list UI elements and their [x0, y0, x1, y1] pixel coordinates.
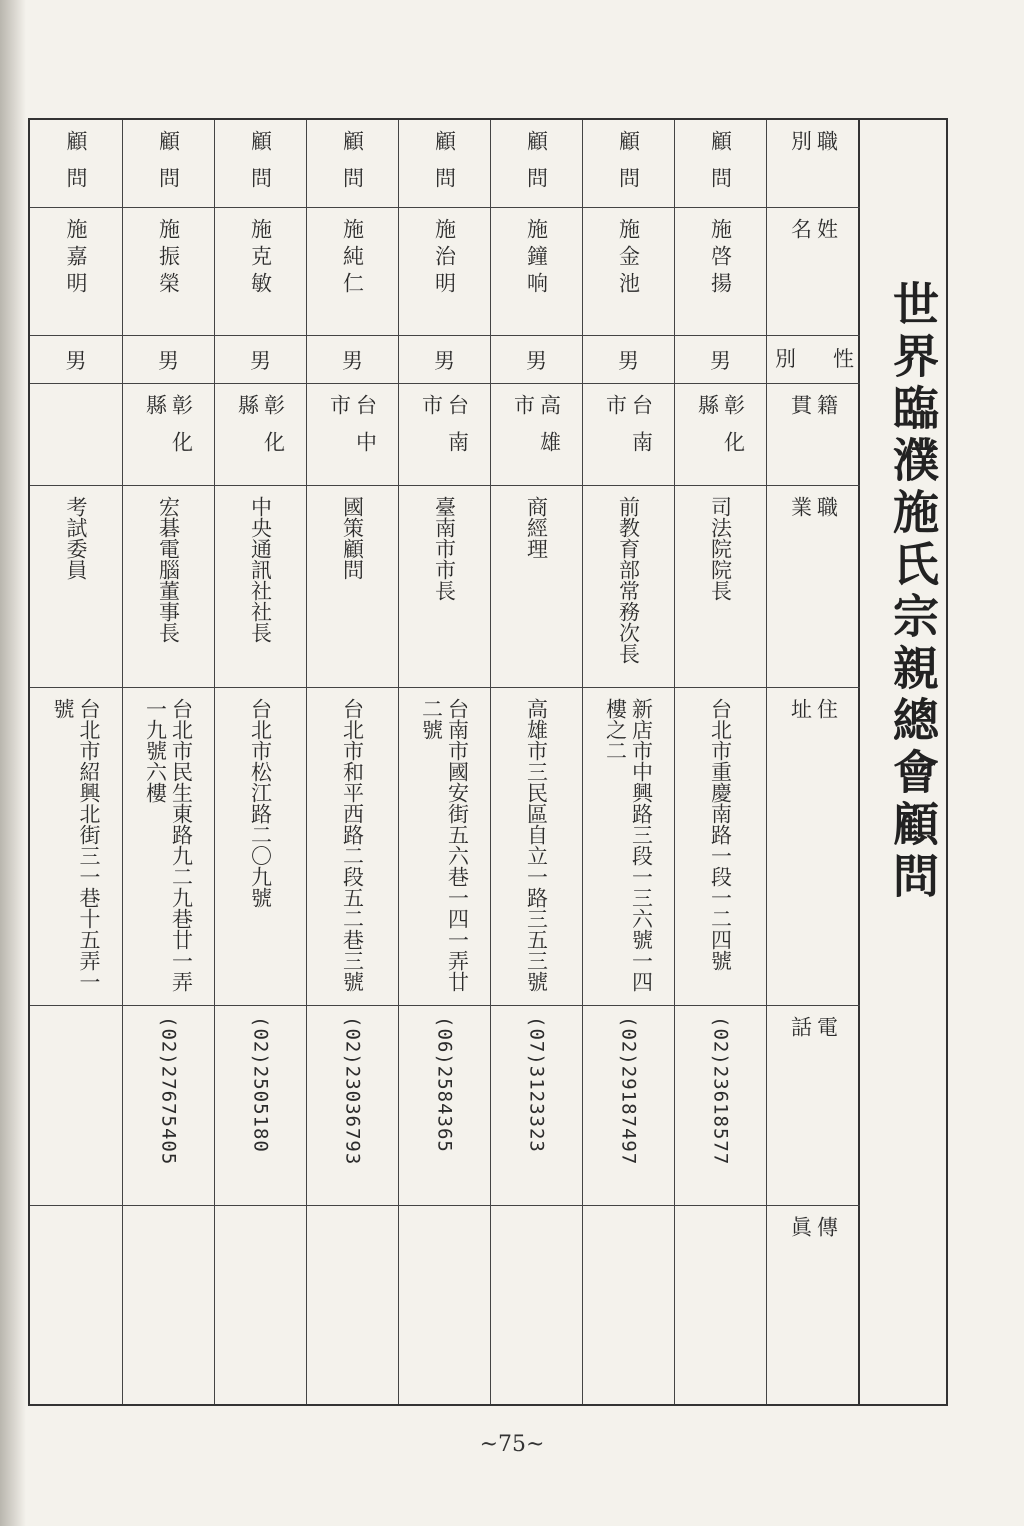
header-name-label: 姓名 [788, 218, 839, 289]
cell-native-place [583, 384, 674, 486]
gender-text: 男 [434, 349, 455, 373]
header-gender-label-2: 性 [833, 347, 854, 371]
gender-text: 男 [65, 349, 87, 373]
position-text: 顧問 [156, 130, 181, 204]
occupation-text: 前教育部常務次長 [616, 496, 641, 664]
position-text: 顧問 [64, 130, 88, 204]
cell-occupation [491, 486, 582, 688]
header-occupation-label: 職業 [788, 496, 839, 657]
address-text: 高雄市三民區自立一路三五三號 [524, 698, 549, 992]
header-position-label: 職別 [788, 130, 839, 171]
name-text: 施鐘响 [524, 218, 549, 299]
cell-position [583, 120, 674, 208]
cell-address [307, 688, 398, 1006]
header-phone-label: 電話 [788, 1016, 839, 1179]
header-address [767, 688, 860, 1006]
cell-occupation [675, 486, 766, 688]
phone-text: (06)2584365 [433, 1016, 456, 1153]
cell-position [491, 120, 582, 208]
table-row [30, 120, 122, 1404]
occupation-text: 宏碁電腦董事長 [156, 496, 181, 643]
cell-native-place [491, 384, 582, 486]
phone-text: (02)2505180 [249, 1016, 272, 1153]
cell-occupation [123, 486, 214, 688]
header-native-place-label: 籍貫 [788, 394, 839, 459]
cell-name [30, 208, 122, 336]
cell-address [30, 688, 122, 1006]
cell-occupation [30, 486, 122, 688]
cell-phone [399, 1006, 490, 1206]
phone-text: (02)27675405 [157, 1016, 180, 1166]
cell-phone [491, 1006, 582, 1206]
cell-native-place [675, 384, 766, 486]
cell-native-place [307, 384, 398, 486]
cell-name [491, 208, 582, 336]
table-grid [30, 120, 860, 1404]
address-text: 台南市國安街五六巷一四一弄廿二號 [419, 698, 470, 992]
native-place-text: 高雄市 [511, 394, 562, 468]
cell-phone [215, 1006, 306, 1206]
cell-gender [123, 336, 214, 384]
cell-gender [583, 336, 674, 384]
cell-phone [307, 1006, 398, 1206]
table-row [398, 120, 490, 1404]
cell-gender [30, 336, 122, 384]
title-column [858, 120, 946, 1404]
cell-occupation [307, 486, 398, 688]
address-text: 台北市松江路二〇九號 [248, 698, 273, 908]
header-gender-label-1: 別 [775, 347, 796, 371]
phone-text: (02)23618577 [709, 1016, 732, 1166]
cell-address [399, 688, 490, 1006]
table-row [306, 120, 398, 1404]
cell-occupation [215, 486, 306, 688]
advisors-table [28, 118, 948, 1406]
cell-fax [399, 1206, 490, 1404]
cell-phone [583, 1006, 674, 1206]
header-name [767, 208, 860, 336]
address-text: 台北市重慶南路一段一二四號 [708, 698, 733, 971]
cell-fax [215, 1206, 306, 1404]
cell-native-place [215, 384, 306, 486]
header-native-place [767, 384, 860, 486]
table-row [674, 120, 766, 1404]
name-text: 施純仁 [340, 218, 365, 299]
occupation-text: 司法院院長 [708, 496, 733, 601]
cell-gender [491, 336, 582, 384]
cell-gender [675, 336, 766, 384]
address-text: 台北市紹興北街三一巷十五弄一號 [51, 698, 101, 992]
occupation-text: 國策顧問 [340, 496, 365, 580]
name-text: 施金池 [616, 218, 641, 299]
cell-phone [675, 1006, 766, 1206]
cell-position [675, 120, 766, 208]
position-text: 顧問 [708, 130, 733, 204]
header-gender [767, 336, 860, 384]
position-text: 顧問 [248, 130, 273, 204]
table-row [122, 120, 214, 1404]
position-text: 顧問 [340, 130, 365, 204]
address-text: 台北市和平西路二段五二巷三號 [340, 698, 365, 992]
native-place-text: 彰化縣 [235, 394, 286, 468]
header-address-label: 住址 [788, 698, 839, 979]
name-text: 施治明 [432, 218, 457, 299]
address-text: 台北市民生東路九二九巷廿一弄一九號六樓 [143, 698, 194, 992]
cell-address [675, 688, 766, 1006]
cell-fax [30, 1206, 122, 1404]
position-text: 顧問 [432, 130, 457, 204]
header-column [766, 120, 860, 1404]
gender-text: 男 [618, 349, 639, 373]
cell-address [215, 688, 306, 1006]
native-place-text: 彰化縣 [695, 394, 746, 468]
occupation-text: 考試委員 [64, 496, 88, 580]
cell-position [30, 120, 122, 208]
cell-name [399, 208, 490, 336]
occupation-text: 臺南市市長 [432, 496, 457, 601]
cell-fax [123, 1206, 214, 1404]
header-fax [767, 1206, 860, 1404]
cell-name [215, 208, 306, 336]
header-occupation [767, 486, 860, 688]
cell-name [307, 208, 398, 336]
phone-text: (07)3123323 [525, 1016, 548, 1153]
cell-gender [215, 336, 306, 384]
occupation-text: 商經理 [524, 496, 549, 559]
binding-shadow [0, 0, 26, 1526]
page-title: 世界臨濮施氏宗親總會顧問 [886, 280, 940, 904]
name-text: 施啓揚 [708, 218, 733, 299]
phone-text: (02)29187497 [617, 1016, 640, 1166]
cell-address [123, 688, 214, 1006]
address-text: 新店市中興路三段一三六號一四樓之二 [603, 698, 654, 992]
cell-phone [30, 1006, 122, 1206]
phone-text: (02)23036793 [341, 1016, 364, 1166]
cell-native-place [30, 384, 122, 486]
cell-fax [675, 1206, 766, 1404]
header-phone [767, 1006, 860, 1206]
table-row [214, 120, 306, 1404]
cell-phone [123, 1006, 214, 1206]
name-text: 施振榮 [156, 218, 181, 299]
name-text: 施嘉明 [64, 218, 88, 299]
occupation-text: 中央通訊社社長 [248, 496, 273, 643]
cell-gender [399, 336, 490, 384]
cell-position [215, 120, 306, 208]
cell-position [307, 120, 398, 208]
cell-fax [307, 1206, 398, 1404]
table-row [490, 120, 582, 1404]
cell-fax [491, 1206, 582, 1404]
cell-address [583, 688, 674, 1006]
position-text: 顧問 [616, 130, 641, 204]
gender-text: 男 [710, 349, 731, 373]
gender-text: 男 [342, 349, 363, 373]
cell-name [123, 208, 214, 336]
cell-native-place [399, 384, 490, 486]
position-text: 顧問 [524, 130, 549, 204]
table-row [582, 120, 674, 1404]
name-text: 施克敏 [248, 218, 273, 299]
cell-fax [583, 1206, 674, 1404]
native-place-text: 彰化縣 [143, 394, 194, 468]
header-position [767, 120, 860, 208]
gender-text: 男 [250, 349, 271, 373]
header-fax-label: 傳眞 [788, 1216, 839, 1367]
native-place-text: 台中市 [327, 394, 378, 468]
page-number: ~75~ [479, 1432, 545, 1457]
gender-text: 男 [526, 349, 547, 373]
cell-native-place [123, 384, 214, 486]
cell-position [399, 120, 490, 208]
cell-name [583, 208, 674, 336]
cell-address [491, 688, 582, 1006]
native-place-text: 台南市 [603, 394, 654, 468]
gender-text: 男 [158, 349, 179, 373]
cell-gender [307, 336, 398, 384]
native-place-text: 台南市 [419, 394, 470, 468]
cell-name [675, 208, 766, 336]
cell-occupation [399, 486, 490, 688]
cell-position [123, 120, 214, 208]
cell-occupation [583, 486, 674, 688]
